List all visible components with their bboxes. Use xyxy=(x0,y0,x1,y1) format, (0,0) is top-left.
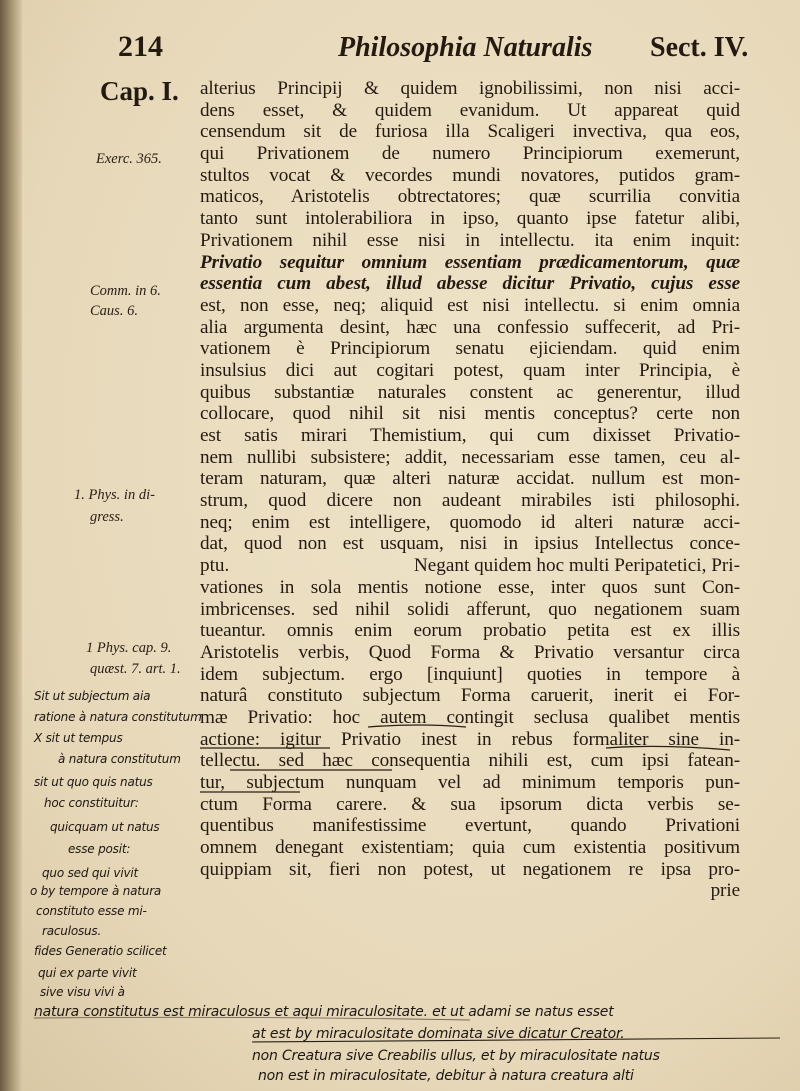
text-line: dens esset, & quidem evanidum. Ut appareat quid xyxy=(200,99,740,121)
handwritten-note: raculosus. xyxy=(42,924,102,938)
margin-note: 1. Phys. in di- xyxy=(74,487,155,503)
chapter-label: Cap. I. xyxy=(100,76,179,106)
text-line: Negant quidem hoc multi Peripatetici, Pri- xyxy=(413,555,740,577)
text-line: censendum sit de furiosa illa Scaligeri invectiva, qua eos, xyxy=(200,121,740,143)
page-number: 214 xyxy=(118,30,163,63)
margin-note: gress. xyxy=(90,509,124,525)
text-line: imbricenses. sed nihil solidi afferunt, quo negationem suam xyxy=(200,598,740,620)
text-line: quippiam sit, fieri non potest, ut negationem re ipsa pro- xyxy=(200,858,740,880)
margin-note: 1 Phys. cap. 9. xyxy=(86,640,172,656)
text-line: vationem è Principiorum senatu ejiciendam. quid enim xyxy=(200,338,740,360)
handwritten-note: non Creatura sive Creabilis ullus, et by miraculositate natus xyxy=(252,1048,660,1064)
handwritten-note: quo sed qui vivit xyxy=(42,866,138,880)
handwritten-note: o by tempore à natura xyxy=(30,884,162,898)
text-line: alterius Principij & quidem ignobilissimi, non nisi acci- xyxy=(200,78,740,99)
text-line: mæ Privatio: hoc autem contingit seclusa qualibet mentis xyxy=(200,706,740,728)
text-line: tellectu. sed hæc consequentia nihili est, cum ipsi fatean- xyxy=(200,750,740,772)
text-line: alia argumenta desint, hæc una confessio suffecerit, ad Pri- xyxy=(200,316,740,338)
text-line: Aristotelis verbis, Quod Forma & Privatio versantur circa xyxy=(200,641,740,663)
handwritten-note: esse posit: xyxy=(68,842,131,856)
text-line: quibus substantiæ naturales constent ac generentur, illud xyxy=(200,381,740,403)
margin-note: Exerc. 365. xyxy=(96,151,162,167)
text-line: naturâ constituto subjectum Forma caruerit, inerit ei For- xyxy=(200,685,740,707)
handwritten-note: X sit ut tempus xyxy=(34,731,123,745)
text-line: est, non esse, neq; aliquid est nisi intellectu. si enim omnia xyxy=(200,294,740,316)
text-line: actione: igitur Privatio inest in rebus formaliter sine in- xyxy=(200,728,740,750)
handwritten-note: natura constitutus est miraculosus et aqui miraculositate. et ut adami se natus esset xyxy=(34,1004,614,1020)
catchword: prie xyxy=(710,880,740,902)
text-line: Privationem nihil esse nisi in intellectu. ita enim inquit: xyxy=(200,229,740,251)
section-label: Sect. IV. xyxy=(650,32,749,63)
text-line: insulsius dici aut cogitari potest, quam inter Principia, è xyxy=(200,359,740,381)
text-line: omnem denegant existentiam; quia cum existentia positivum xyxy=(200,837,740,859)
text-line: idem subjectum. ergo [inquiunt] quoties in tempore à xyxy=(200,663,740,685)
text-line: neq; enim est intelligere, quomodo id alteri naturæ acci- xyxy=(200,511,740,533)
handwritten-note: ratione à natura constitutum xyxy=(34,710,202,724)
text-line: tur, subjectum nunquam vel ad minimum temporis pun- xyxy=(200,772,740,793)
handwritten-note: sit ut quo quis natus xyxy=(34,775,153,789)
text-line: quentibus manifestissime evertunt, quando Privationi xyxy=(200,815,740,837)
handwritten-note: quicquam ut natus xyxy=(50,820,160,834)
margin-note: Caus. 6. xyxy=(90,303,138,319)
handwritten-note: non est in miraculositate, debitur à natura creatura alti xyxy=(258,1068,634,1084)
handwritten-note: at est by miraculositate dominata sive dicatur Creator. xyxy=(252,1026,625,1042)
handwritten-note: qui ex parte vivit xyxy=(38,966,137,980)
text-line: essentia cum abest, illud abesse dicitur Privatio, cujus esse xyxy=(200,273,740,295)
running-title: Philosophia Naturalis xyxy=(338,32,593,63)
text-line: ctum Forma carere. & sua ipsorum dicta verbis se- xyxy=(200,793,740,815)
handwritten-note: fides Generatio scilicet xyxy=(34,944,167,958)
text-line: maticos, Aristotelis obtrectatores; quæ scurrilia convitia xyxy=(200,186,740,208)
handwritten-note: sive visu vivi à xyxy=(40,985,125,999)
handwritten-note: Sit ut subjectum aia xyxy=(34,689,151,703)
margin-note: Comm. in 6. xyxy=(90,283,161,299)
text-line: qui Privationem de numero Principiorum exemerunt, xyxy=(200,143,740,165)
text-line: stultos vocat & vecordes mundi novatores, putidos gram- xyxy=(200,164,740,186)
text-line: tanto sunt intolerabiliora in ipso, quanto ipse fatetur alibi, xyxy=(200,208,740,230)
handwritten-note: à natura constitutum xyxy=(58,752,181,766)
text-line: ptu. xyxy=(200,555,230,577)
handwritten-note: constituto esse mi- xyxy=(36,904,147,918)
text-line: tueantur. omnis enim eorum probatio petita est ex illis xyxy=(200,620,740,642)
text-line: strum, quod dicere non audeant mirabiles isti philosophi. xyxy=(200,490,740,512)
text-line: collocare, quod nihil sit nisi mentis conceptus? certe non xyxy=(200,403,740,425)
handwritten-note: hoc constituitur: xyxy=(44,796,139,810)
text-line: teram naturam, quæ alteri naturæ accidat. nullum est mon- xyxy=(200,468,740,490)
margin-note: quæst. 7. art. 1. xyxy=(90,661,181,677)
text-line: dat, quod non est usquam, nisi in ipsius Intellectus conce- xyxy=(200,533,740,555)
text-line: nem nullibi subsistere; addit, necessariam esse tamen, ceu al- xyxy=(200,446,740,468)
text-line: est satis mirari Themistium, qui cum dixisset Privatio- xyxy=(200,425,740,446)
text-line: vationes in sola mentis notione esse, inter quos sunt Con- xyxy=(200,576,740,598)
text-line: Privatio sequitur omnium essentiam prædicamentorum, quæ xyxy=(200,251,740,273)
